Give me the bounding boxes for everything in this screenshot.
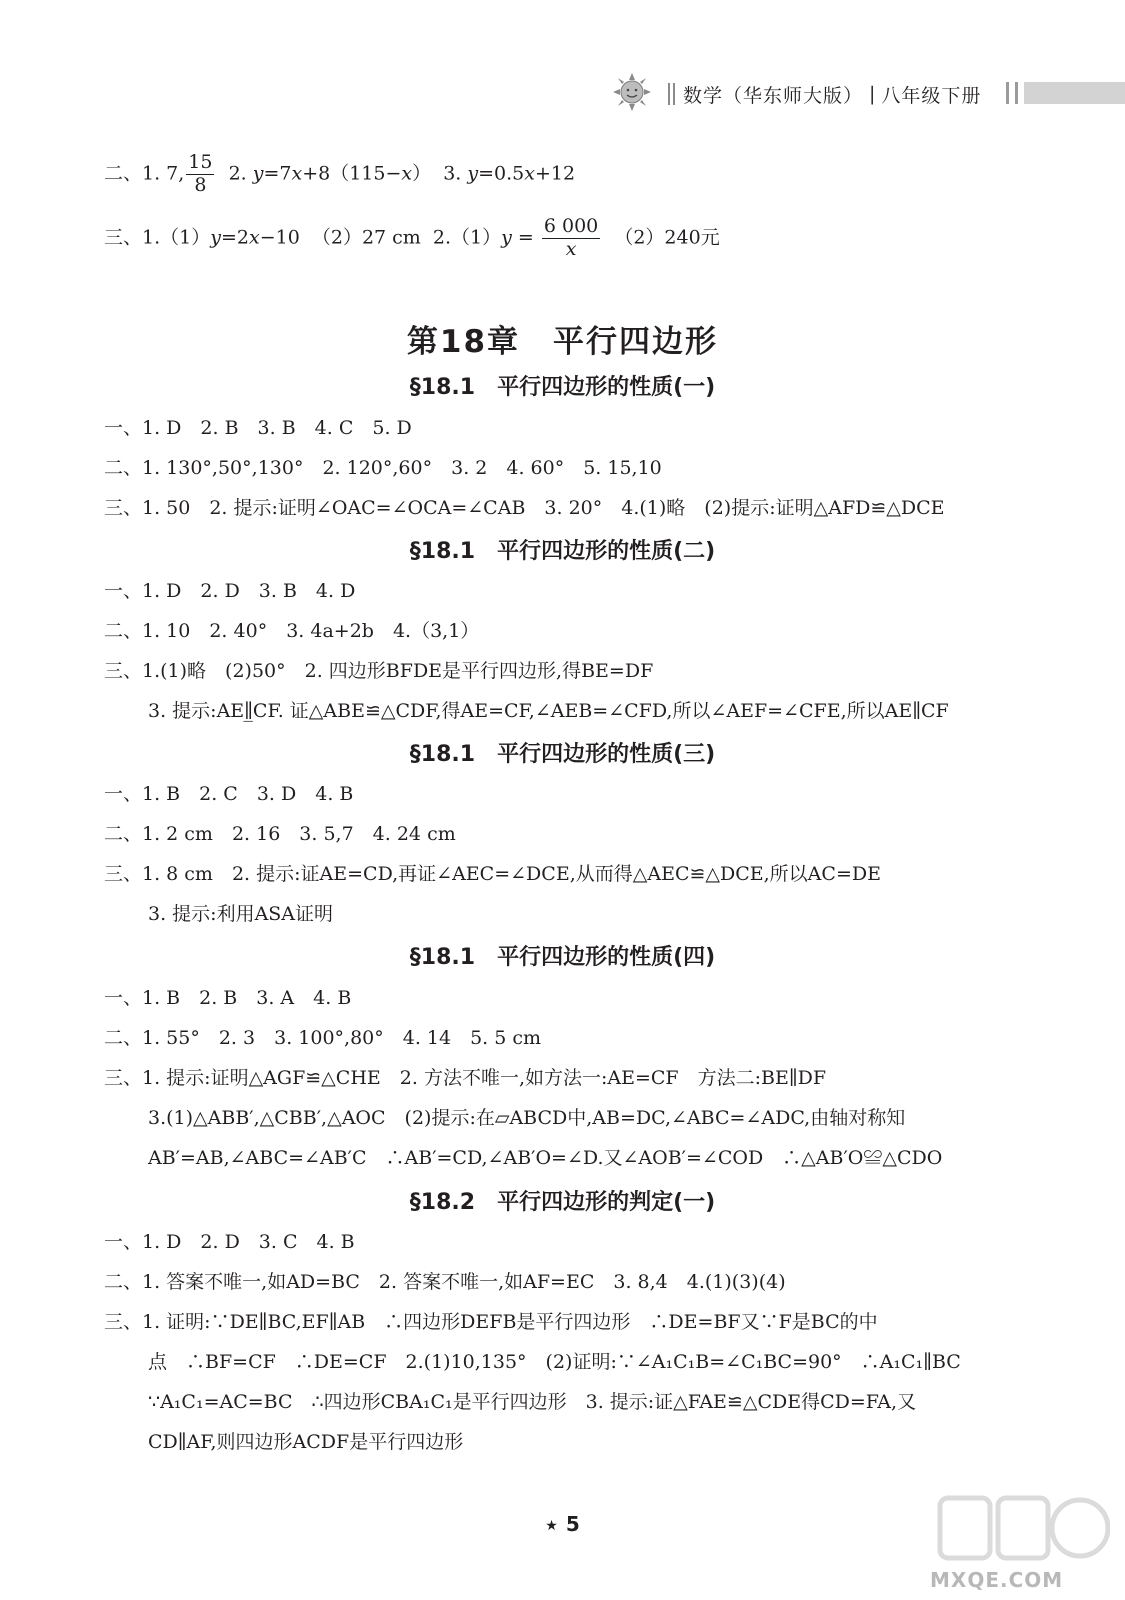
text: 三、1.（1） xyxy=(104,226,211,249)
section-title: §18.1 平行四边形的性质(三) xyxy=(409,742,716,767)
answer-line: 二、1. 2 cm 2. 16 3. 5,7 4. 24 cm xyxy=(104,823,456,845)
fraction-denominator: 8 xyxy=(194,173,207,196)
answer-line: 一、1. B 2. B 3. A 4. B xyxy=(104,987,352,1009)
answer-line: CD∥AF,则四边形ACDF是平行四边形 xyxy=(148,1431,464,1453)
sun-logo-icon xyxy=(612,72,652,112)
header-separator: | xyxy=(869,83,876,105)
fraction-numerator: 15 xyxy=(188,151,213,173)
section-title: §18.1 平行四边形的性质(四) xyxy=(409,945,716,970)
text: 2. xyxy=(216,162,253,185)
fraction-numerator: 6 000 xyxy=(543,215,599,237)
text: −10 （2）27 cm 2.（1） xyxy=(259,226,502,249)
fraction-denominator: x xyxy=(565,237,577,260)
page-header xyxy=(660,72,981,116)
watermark-text: MXQE.COM xyxy=(930,1568,1064,1592)
answer-line: 三、1.(1)略 (2)50° 2. 四边形BFDE是平行四边形,得BE=DF xyxy=(104,660,654,682)
var: y xyxy=(501,226,512,249)
header-divider xyxy=(668,83,675,105)
answer-line-top-2 xyxy=(104,216,720,261)
text: =2 xyxy=(220,226,249,249)
section-title: §18.2 平行四边形的判定(一) xyxy=(409,1190,716,1215)
var: y xyxy=(467,162,479,185)
var: x xyxy=(248,226,260,249)
text: （2）240元 xyxy=(602,226,720,249)
var: y xyxy=(252,162,264,185)
answer-line: 二、1. 55° 2. 3 3. 100°,80° 4. 14 5. 5 cm xyxy=(104,1027,542,1049)
answer-line: 一、1. D 2. D 3. C 4. B xyxy=(104,1231,355,1253)
answer-line: 3. 提示:利用ASA证明 xyxy=(148,903,334,925)
var: x xyxy=(291,162,303,185)
text: 二、1. 7, xyxy=(104,162,185,185)
answer-line: 一、1. D 2. D 3. B 4. D xyxy=(104,580,356,602)
answer-line: 三、1. 50 2. 提示:证明∠OAC=∠OCA=∠CAB 3. 20° 4.(1)略 (2)提示:证明△AFD≌△DCE xyxy=(104,497,945,519)
var: y xyxy=(210,226,221,249)
fraction-15-8 xyxy=(186,152,214,197)
answer-line: AB′=AB,∠ABC=∠AB′C ∴AB′=CD,∠AB′O=∠D.又∠AOB′=∠COD ∴△AB′O≌△CDO xyxy=(148,1147,943,1169)
text: +12 xyxy=(534,162,576,185)
fraction-6000-x xyxy=(542,216,600,261)
chapter-title: 第18章 平行四边形 xyxy=(406,324,719,360)
section-title: §18.1 平行四边形的性质(二) xyxy=(409,539,716,564)
text: +8（115− xyxy=(302,162,402,185)
answer-line: 三、1. 证明:∵DE∥BC,EF∥AB ∴四边形DEFB是平行四边形 ∴DE=BF又∵F是BC的中 xyxy=(104,1311,878,1333)
answer-line-top-1 xyxy=(104,152,575,197)
answer-line: 点 ∴BF=CF ∴DE=CF 2.(1)10,135° (2)证明:∵∠A₁C₁B=∠C₁BC=90° ∴A₁C₁∥BC xyxy=(148,1351,961,1373)
answer-line: 3.(1)△ABB′,△CBB′,△AOC (2)提示:在▱ABCD中,AB=DC,∠ABC=∠ADC,由轴对称知 xyxy=(148,1107,906,1129)
answer-line: 3. 提示:AE∥̲CF. 证△ABE≌△CDF,得AE=CF,∠AEB=∠CFD,所以∠AEF=∠CFE,所以AE∥CF xyxy=(148,700,949,722)
var: x xyxy=(401,162,413,185)
page-number: 5 xyxy=(565,1512,580,1536)
answer-line: 一、1. D 2. B 3. B 4. C 5. D xyxy=(104,417,412,439)
text: ） 3. xyxy=(412,162,468,185)
header-divider-right xyxy=(1006,82,1018,104)
star-icon: ★ xyxy=(545,1517,558,1534)
text: =0.5 xyxy=(478,162,525,185)
header-grade: 八年级下册 xyxy=(881,84,982,107)
text: = xyxy=(511,226,540,249)
answer-line: 二、1. 答案不唯一,如AD=BC 2. 答案不唯一,如AF=EC 3. 8,4 4.(1)(3)(4) xyxy=(104,1271,786,1293)
answer-line: 二、1. 10 2. 40° 3. 4a+2b 4.（3,1） xyxy=(104,620,480,642)
answer-line: ∵A₁C₁=AC=BC ∴四边形CBA₁C₁是平行四边形 3. 提示:证△FAE≌△CDE得CD=FA,又 xyxy=(148,1391,917,1413)
var: x xyxy=(524,162,535,185)
header-subject: 数学（华东师大版） xyxy=(683,84,864,107)
text: =7 xyxy=(263,162,292,185)
answer-line: 三、1. 提示:证明△AGF≌△CHE 2. 方法不唯一,如方法一:AE=CF 方法二:BE∥DF xyxy=(104,1067,827,1089)
answer-line: 三、1. 8 cm 2. 提示:证AE=CD,再证∠AEC=∠DCE,从而得△AEC≌△DCE,所以AC=DE xyxy=(104,863,881,885)
answer-line: 一、1. B 2. C 3. D 4. B xyxy=(104,783,354,805)
section-title: §18.1 平行四边形的性质(一) xyxy=(409,375,716,400)
header-band xyxy=(1024,82,1125,104)
answer-line: 二、1. 130°,50°,130° 2. 120°,60° 3. 2 4. 60° 5. 15,10 xyxy=(104,457,662,479)
